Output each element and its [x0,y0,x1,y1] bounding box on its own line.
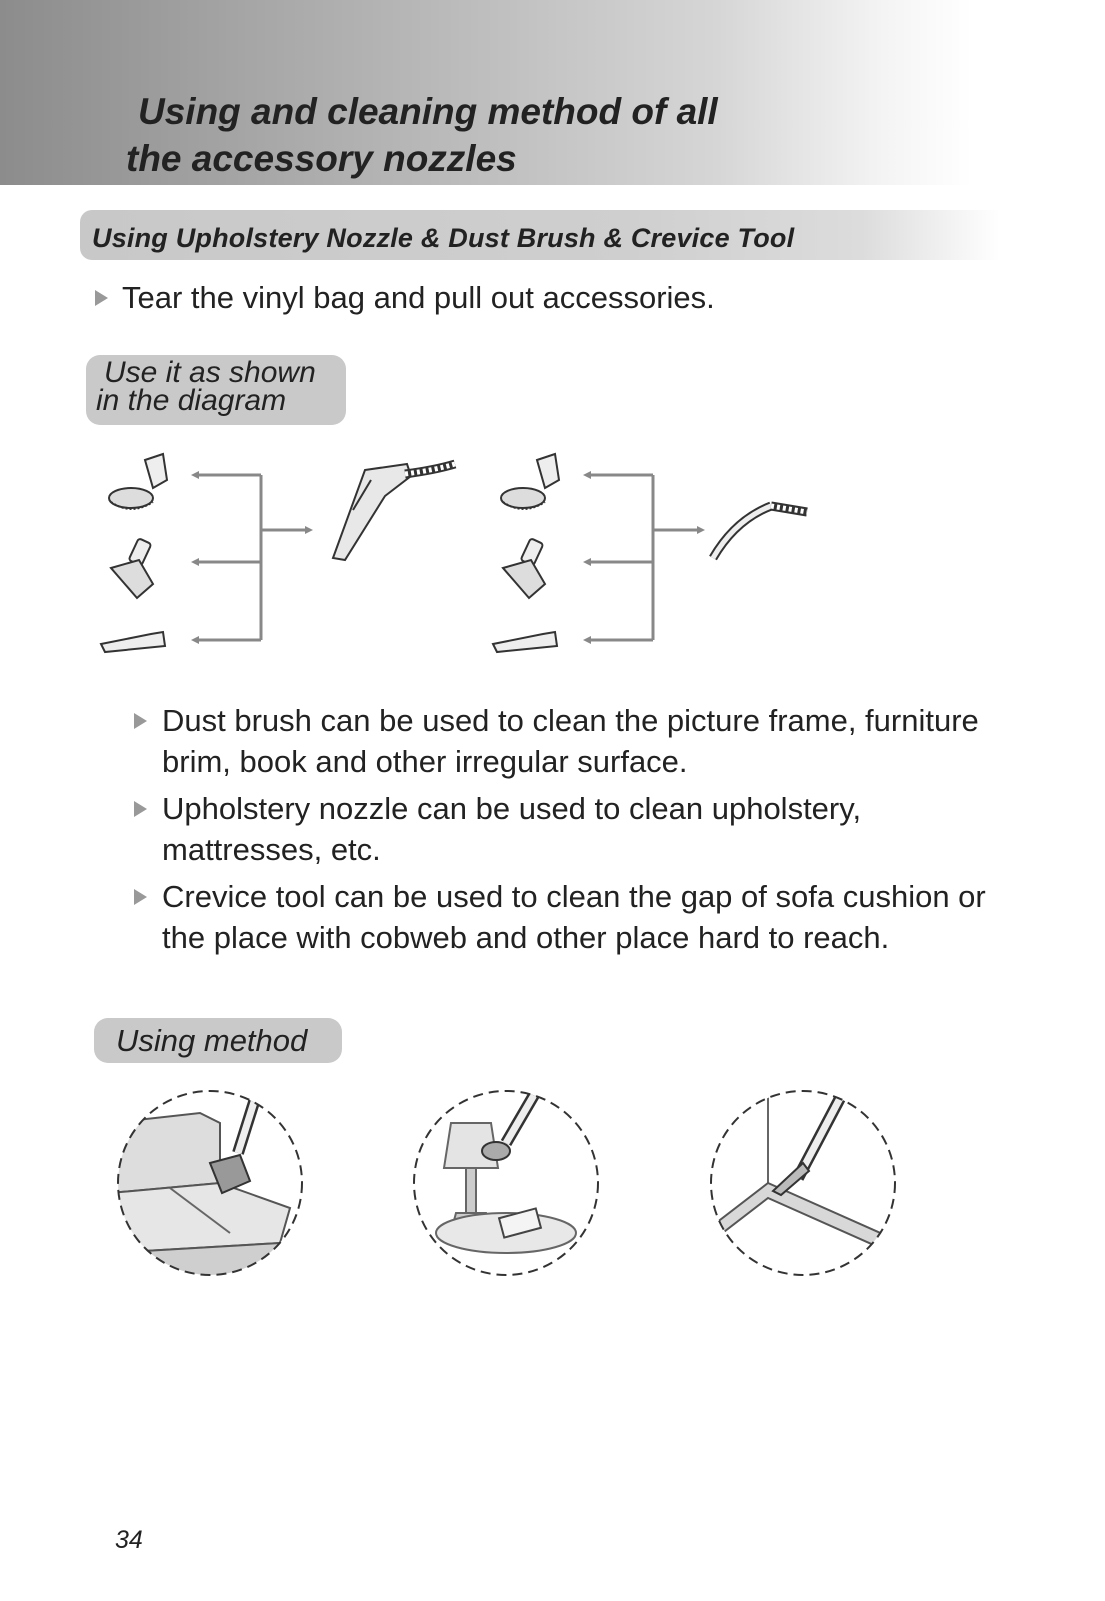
page-title [126,88,718,182]
connector-bracket-1 [191,471,313,644]
bullet-text: Crevice tool can be used to clean the gap of sofa cushion or the place with cobweb and other place hard to reach. [162,879,986,955]
bullet-arrow-icon [134,889,147,905]
diagram-label-line-2: in the diagram [96,384,287,417]
upholstery-nozzle-icon [503,538,545,598]
connector-bracket-2 [583,471,705,644]
diagram-label [86,355,346,425]
sofa-usage-illustration [110,1083,310,1283]
dust-brush-icon [109,454,167,509]
section-heading: Using Upholstery Nozzle & Dust Brush & Crevice Tool [92,223,795,253]
crevice-tool-icon [493,632,557,652]
diagram-label-line-1: Use it as shown [104,356,316,389]
list-item [130,876,990,958]
page-number: 34 [115,1526,143,1554]
lamp-usage-illustration [406,1083,606,1283]
method-label: Using method [94,1018,342,1063]
usage-bullets [130,700,990,964]
crevice-tool-icon [101,632,165,652]
page-title-line-2: the accessory nozzles [126,138,517,179]
intro-text: Tear the vinyl bag and pull out accessories. [122,280,715,315]
accessory-connection-diagram [95,450,835,680]
list-item [130,700,990,782]
extension-wand-icon [713,506,807,558]
bullet-text: Dust brush can be used to clean the picture frame, furniture brim, book and other irregular surface. [162,703,979,779]
corner-usage-illustration [703,1083,903,1283]
upholstery-nozzle-icon [111,538,153,598]
bullet-arrow-icon [95,290,108,306]
bullet-arrow-icon [134,713,147,729]
page-title-line-1: Using and cleaning method of all [138,91,718,132]
dust-brush-icon [501,454,559,509]
bullet-arrow-icon [134,801,147,817]
bullet-text: Upholstery nozzle can be used to clean upholstery, mattresses, etc. [162,791,862,867]
hose-handle-icon [333,464,455,560]
list-item [130,788,990,870]
